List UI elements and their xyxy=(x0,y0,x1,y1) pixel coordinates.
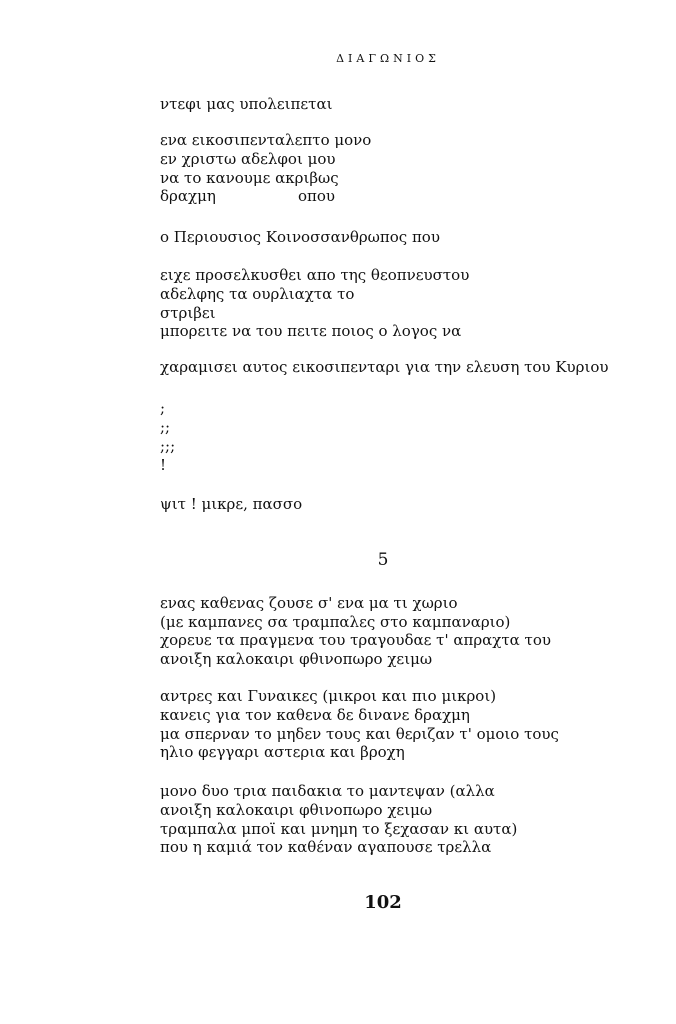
poem-line: ψιτ ! μικρε, πασσο xyxy=(160,495,303,513)
poem-line: ενα εικοσιπενταλεπτο μονο xyxy=(160,131,372,149)
poem-line: που η καμιά τον καθέναν αγαπουσε τρελλα xyxy=(160,838,492,856)
poem-line: ο Περιουσιος Κοινοσσανθρωπος που xyxy=(160,228,440,246)
running-header: ΔΙΑΓΩΝΙΟΣ xyxy=(336,52,440,65)
poem-line: εν χριστω αδελφοι μου xyxy=(160,150,336,168)
poem-line: ειχε προσελκυσθει απο της θεοπνευστου xyxy=(160,266,470,284)
poem-line: χορευε τα πραγμενα του τραγουδαε τ' απραχτα του xyxy=(160,631,552,649)
poem-line: μονο δυο τρια παιδακια το μαντεψαν (αλλα xyxy=(160,782,495,800)
page-number: 102 xyxy=(364,892,402,913)
section-number: 5 xyxy=(377,550,389,570)
punctuation-line: ! xyxy=(160,456,167,474)
poem-line: αδελφης τα ουρλιαχτα το xyxy=(160,285,355,303)
poem-line: μπορειτε να του πειτε ποιος ο λογος να xyxy=(160,322,462,340)
poem-line: κανεις για τον καθενα δε δινανε δραχμη xyxy=(160,706,470,724)
poem-line: ηλιο φεγγαρι αστερια και βροχη xyxy=(160,743,405,761)
poem-line: ενας καθενας ζουσε σ' ενα μα τι χωριο xyxy=(160,594,458,612)
poem-line: μα σπερναν το μηδεν τους και θεριζαν τ' ομοιο τους xyxy=(160,725,559,743)
poem-word-opou: οπου xyxy=(298,187,336,205)
poem-line: (με καμπανες σα τραμπαλες στο καμπαναριο) xyxy=(160,613,511,631)
punctuation-line: ;; xyxy=(160,418,171,436)
poem-line: τραμπαλα μποϊ και μνημη το ξεχασαν κι αυτα) xyxy=(160,820,518,838)
poem-line: δραχμη xyxy=(160,187,216,205)
poem-line: να το κανουμε ακριβως xyxy=(160,169,339,187)
poem-line: χαραμισει αυτος εικοσιπενταρι για την ελευση του Κυριου xyxy=(160,358,609,376)
poem-line: ανοιξη καλοκαιρι φθινοπωρο χειμω xyxy=(160,650,433,668)
poem-line: αντρες και Γυναικες (μικροι και πιο μικροι) xyxy=(160,687,497,705)
poem-line: ανοιξη καλοκαιρι φθινοπωρο χειμω xyxy=(160,801,433,819)
poem-line: ντεφι μας υπολειπεται xyxy=(160,95,333,113)
punctuation-line: ; xyxy=(160,399,166,417)
poem-line: στριβει xyxy=(160,304,216,322)
punctuation-line: ;;; xyxy=(160,437,176,455)
